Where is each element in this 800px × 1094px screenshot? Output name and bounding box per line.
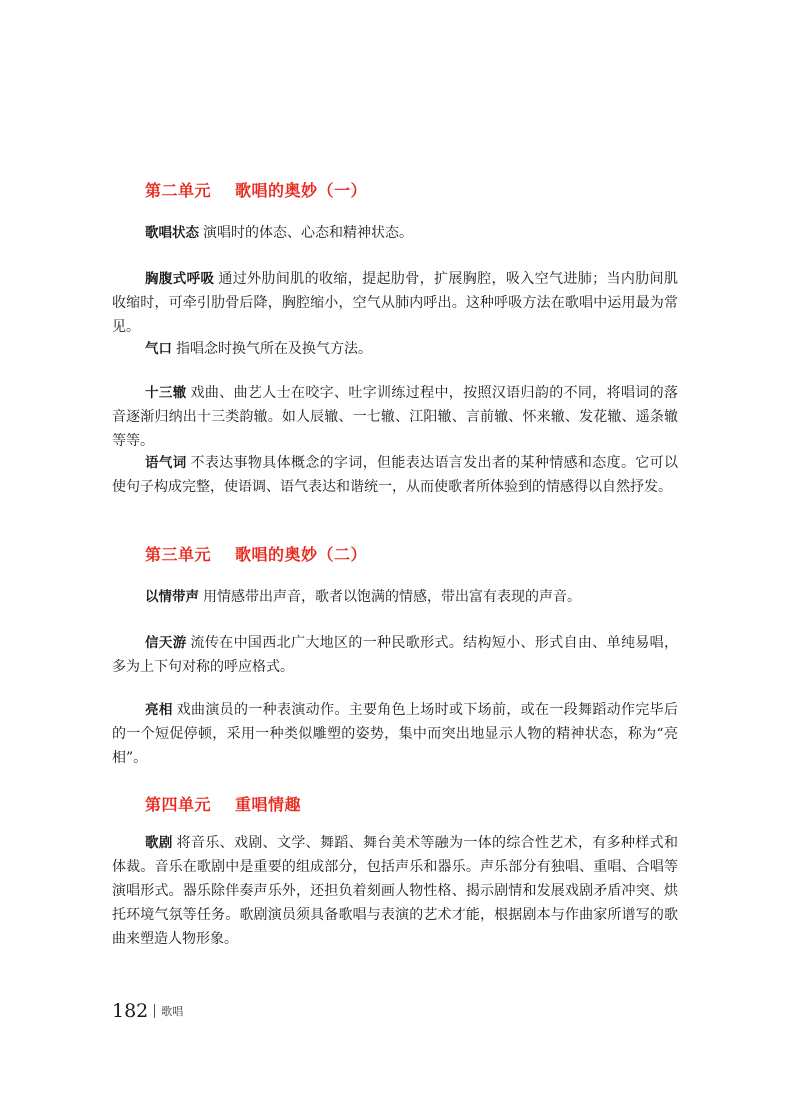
glossary-term: 信天游 — [145, 635, 187, 651]
glossary-definition: 指唱念时换气所在及换气方法。 — [176, 341, 372, 357]
page-number: 182 — [112, 1000, 149, 1022]
glossary-definition: 流传在中国西北广大地区的一种民歌形式。结构短小、形式自由、单纯易唱，多为上下句对称的呼应格式。 — [112, 635, 679, 675]
unit-4-heading — [145, 792, 301, 815]
glossary-term: 以情带声 — [145, 589, 199, 605]
unit-4-number: 第四单元 — [145, 795, 212, 814]
unit-2-number: 第二单元 — [145, 181, 212, 200]
glossary-entry — [112, 631, 678, 679]
glossary-entry — [112, 381, 678, 453]
glossary-term: 歌剧 — [145, 835, 173, 851]
glossary-definition: 用情感带出声音，歌者以饱满的情感，带出富有表现的声音。 — [203, 589, 581, 605]
page-footer — [112, 1000, 183, 1022]
glossary-definition: 戏曲、曲艺人士在咬字、吐字训练过程中，按照汉语归韵的不同，将唱词的落音逐渐归纳出十三类韵辙。如人辰辙、一七辙、江阳辙、言前辙、怀来辙、发花辙、遥条辙等等。 — [112, 385, 679, 449]
glossary-entry — [112, 831, 678, 951]
glossary-term: 气口 — [145, 341, 172, 357]
unit-4-title: 重唱情趣 — [235, 795, 302, 814]
glossary-entry — [112, 585, 678, 609]
glossary-term: 语气词 — [145, 455, 187, 471]
glossary-entry — [112, 698, 678, 770]
glossary-term: 胸腹式呼吸 — [145, 271, 215, 287]
glossary-definition: 通过外肋间肌的收缩，提起肋骨，扩展胸腔，吸入空气进肺；当内肋间肌收缩时，可牵引肋骨后降，胸腔缩小，空气从肺内呼出。这种呼吸方法在歌唱中运用最为常见。 — [112, 271, 678, 335]
glossary-entry — [112, 267, 678, 339]
glossary-definition: 将音乐、戏剧、文学、舞蹈、舞台美术等融为一体的综合性艺术，有多种样式和体裁。音乐在歌剧中是重要的组成部分，包括声乐和器乐。声乐部分有独唱、重唱、合唱等演唱形式。器乐除伴奏声乐外，还担负着刻画人物性格、揭示剧情和发展戏剧矛盾冲突、烘托环境气氛等任务。歌剧演员须具备歌唱与表演的艺术才能，根据剧本与作曲家所谱写的歌曲来塑造人物形象。 — [112, 835, 679, 947]
glossary-term: 歌唱状态 — [145, 225, 199, 241]
glossary-definition: 演唱时的体态、心态和精神状态。 — [203, 225, 413, 241]
glossary-term: 十三辙 — [145, 385, 187, 401]
unit-3-number: 第三单元 — [145, 545, 212, 564]
glossary-entry — [112, 451, 678, 499]
glossary-term: 亮相 — [145, 702, 173, 718]
unit-2-heading — [145, 178, 367, 201]
unit-3-heading — [145, 542, 367, 565]
unit-3-title: 歌唱的奥妙（二） — [235, 545, 368, 564]
unit-2-title: 歌唱的奥妙（一） — [235, 181, 368, 200]
glossary-definition: 戏曲演员的一种表演动作。主要角色上场时或下场前，或在一段舞蹈动作完毕后的一个短促停顿，采用一种类似雕塑的姿势，集中而突出地显示人物的精神状态，称为“亮相”。 — [112, 702, 679, 766]
glossary-entry — [112, 221, 678, 245]
section-name: 歌唱 — [161, 1005, 184, 1018]
glossary-definition: 不表达事物具体概念的字词，但能表达语言发出者的某种情感和态度。它可以使句子构成完整，使语调、语气表达和谐统一，从而使歌者所体验到的情感得以自然抒发。 — [112, 455, 679, 495]
footer-divider — [154, 1004, 155, 1018]
glossary-entry — [112, 337, 678, 361]
